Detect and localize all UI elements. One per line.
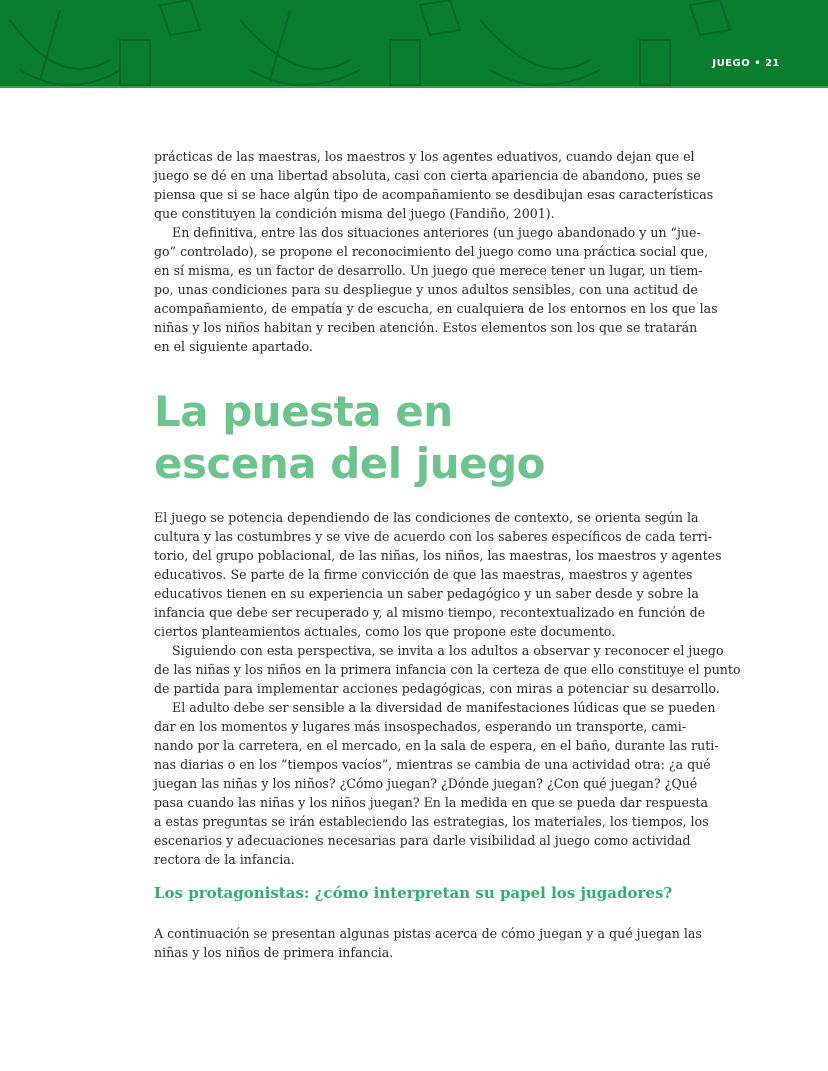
section-heading: [154, 386, 545, 490]
text-line: nando por la carretera, en el mercado, en la sala de espera, en el baño, durante las ruti-: [154, 738, 719, 753]
toy-illustration-pattern: [0, 0, 828, 86]
text-line: escenarios y adecuaciones necesarias para darle visibilidad al juego como actividad: [154, 833, 691, 848]
text-line: niñas y los niños habitan y reciben atención. Estos elementos son los que se tratarán: [154, 320, 698, 335]
page-header-banner: [0, 0, 828, 88]
heading-line: La puesta en: [154, 387, 453, 436]
text-line: po, unas condiciones para su despliegue y unos adultos sensibles, con una actitud de: [154, 282, 698, 297]
text-line: A continuación se presentan algunas pistas acerca de cómo juegan y a qué juegan las: [154, 926, 702, 941]
text-line: El adulto debe ser sensible a la diversidad de manifestaciones lúdicas que se pueden: [172, 700, 716, 715]
text-line: piensa que si se hace algún tipo de acompañamiento se desdibujan esas características: [154, 187, 714, 202]
text-line: En definitiva, entre las dos situaciones anteriores (un juego abandonado y un “jue-: [172, 225, 701, 240]
paragraph-intro: [154, 924, 702, 962]
text-line: infancia que debe ser recuperado y, al mismo tiempo, recontextualizado en función de: [154, 605, 706, 620]
text-line: educativos. Se parte de la firme convicción de que las maestras, maestros y agentes: [154, 567, 693, 582]
text-line: rectora de la infancia.: [154, 852, 295, 867]
text-line: niñas y los niños de primera infancia.: [154, 945, 394, 960]
text-line: a estas preguntas se irán estableciendo las estrategias, los materiales, los tiempos, los: [154, 814, 709, 829]
heading-line: escena del juego: [154, 439, 545, 488]
text-line: ciertos planteamientos actuales, como los que propone este documento.: [154, 624, 616, 639]
text-line: torio, del grupo poblacional, de las niñas, los niños, las maestras, los maestros y agentes: [154, 548, 722, 563]
running-head: JUEGO • 21: [712, 58, 780, 69]
text-line: nas diarias o en los “tiempos vacíos”, mientras se cambia de una actividad otra: ¿a qué: [154, 757, 711, 772]
text-line: en el siguiente apartado.: [154, 339, 313, 354]
text-line: Siguiendo con esta perspectiva, se invita a los adultos a observar y reconocer el juego: [172, 643, 724, 658]
text-line: pasa cuando las niñas y los niños juegan? En la medida en que se pueda dar respuesta: [154, 795, 709, 810]
text-line: educativos tienen en su experiencia un saber pedagógico y un saber desde y sobre la: [154, 586, 699, 601]
section-body: [154, 508, 741, 869]
text-line: en sí misma, es un factor de desarrollo. Un juego que merece tener un lugar, un tiem-: [154, 263, 703, 278]
text-line: prácticas de las maestras, los maestros y los agentes eduativos, cuando dejan que el: [154, 149, 695, 164]
paragraph-continued: [154, 147, 718, 356]
text-line: El juego se potencia dependiendo de las condiciones de contexto, se orienta según la: [154, 510, 699, 525]
text-line: acompañamiento, de empatía y de escucha, en cualquiera de los entornos en los que las: [154, 301, 718, 316]
text-line: juegan las niñas y los niños? ¿Cómo juegan? ¿Dónde juegan? ¿Con qué juegan? ¿Qué: [154, 776, 698, 791]
text-line: dar en los momentos y lugares más insospechados, esperando un transporte, cami-: [154, 719, 687, 734]
text-line: de las niñas y los niños en la primera infancia con la certeza de que ello constituye el punto: [154, 662, 741, 677]
text-line: juego se dé en una libertad absoluta, casi con cierta apariencia de abandono, pues se: [154, 168, 701, 183]
subsection-heading: Los protagonistas: ¿cómo interpretan su papel los jugadores?: [154, 884, 673, 902]
text-line: cultura y las costumbres y se vive de acuerdo con los saberes específicos de cada terri-: [154, 529, 713, 544]
text-line: go” controlado), se propone el reconocimiento del juego como una práctica social que,: [154, 244, 709, 259]
text-line: de partida para implementar acciones pedagógicas, con miras a potenciar su desarrollo.: [154, 681, 720, 696]
text-line: que constituyen la condición misma del juego (Fandiño, 2001).: [154, 206, 555, 221]
